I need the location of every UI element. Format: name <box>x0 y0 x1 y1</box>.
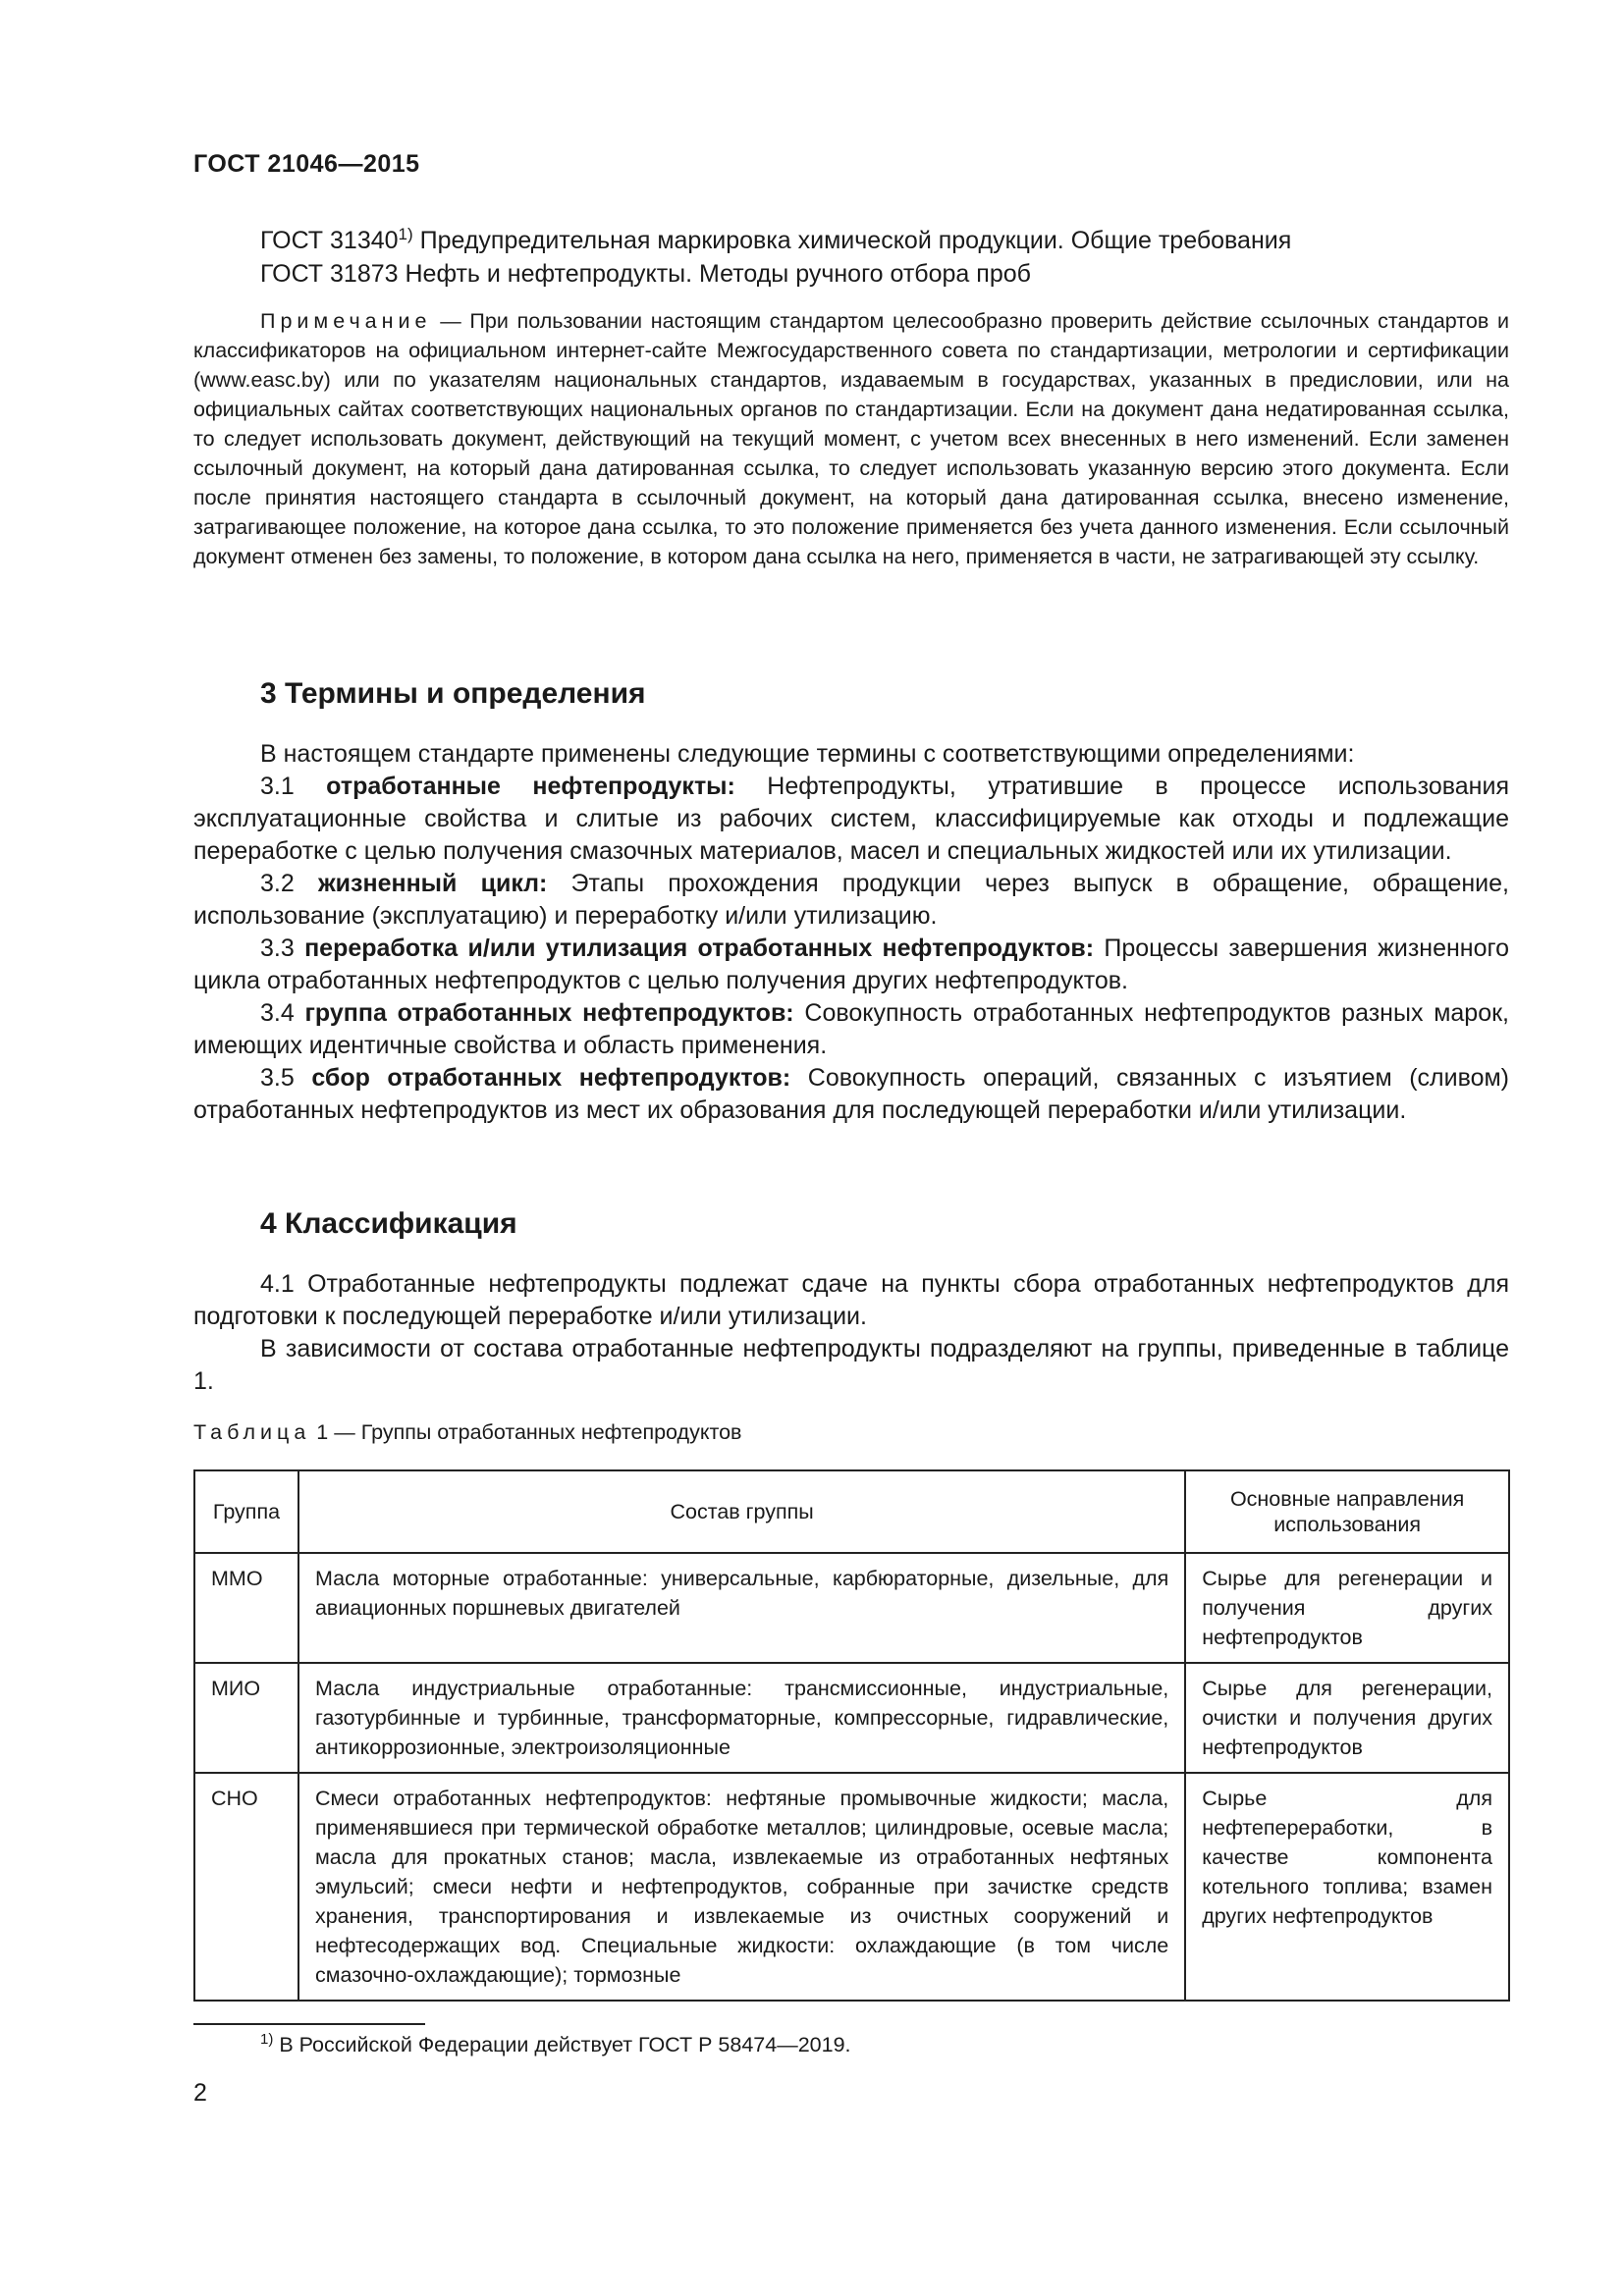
term-definition <box>193 771 1509 868</box>
table-caption-label: Таблица <box>193 1420 311 1444</box>
term-number: 3.2 <box>260 870 318 897</box>
section-3-title: 3 Термины и определения <box>260 677 646 710</box>
group-code: ММО <box>194 1553 298 1663</box>
group-usage: Сырье для регенерации и получения других нефтепродуктов <box>1185 1553 1509 1663</box>
term-name: группа отработанных нефтепродуктов: <box>304 999 794 1027</box>
table-row <box>194 1553 1509 1663</box>
term-name: переработка и/или утилизация отработанных нефтепродуктов: <box>304 934 1095 962</box>
term-name: сбор отработанных нефтепродуктов: <box>311 1064 791 1092</box>
group-composition: Масла моторные отработанные: универсальные, карбюраторные, дизельные, для авиационных поршневых двигателей <box>298 1553 1185 1663</box>
term-text: Нефтепродукты, утратившие в процессе использования эксплуатационные свойства и слитые из рабочих систем, классифицируемые как отходы и подлежащие переработке с целью получения смазочных материалов, масел и специальных жидкостей или их утилизации. <box>193 773 1509 865</box>
footnote-marker: 1) <box>260 2031 274 2048</box>
term-definition <box>193 997 1509 1062</box>
header-group: Группа <box>194 1470 298 1553</box>
term-number: 3.5 <box>260 1064 312 1092</box>
section-3-body <box>193 738 1509 1127</box>
term-number: 3.3 <box>260 934 305 962</box>
footnote-text: В Российской Федерации действует ГОСТ Р 58474—2019. <box>273 2033 851 2056</box>
document-header: ГОСТ 21046—2015 <box>193 150 420 178</box>
group-code: СНО <box>194 1773 298 2001</box>
reference-code: ГОСТ 31873 <box>260 260 399 288</box>
groups-table <box>193 1469 1510 2002</box>
reference-code: ГОСТ 31340 <box>260 227 399 254</box>
note-paragraph <box>193 306 1509 571</box>
term-name: отработанные нефтепродукты: <box>326 773 735 800</box>
group-usage: Сырье для регенерации, очистки и получения других нефтепродуктов <box>1185 1663 1509 1773</box>
note-label: Примечание <box>260 309 432 333</box>
group-code: МИО <box>194 1663 298 1773</box>
reference-line <box>193 257 1509 291</box>
term-text: Этапы прохождения продукции через выпуск в обращение, обращение, использование (эксплуатацию) и переработку и/или утилизацию. <box>193 870 1509 930</box>
footnote <box>260 2033 851 2057</box>
group-composition: Смеси отработанных нефтепродуктов: нефтяные промывочные жидкости; масла, применявшиеся при термической обработке металлов; цилиндровые, осевые масла; масла для прокатных станов; масла, извлекаемые из отработанных нефтяных эмульсий; смеси нефти и нефтепродуктов, собранные при зачистке средств хранения, транспортирования и извлекаемые из очистных сооружений и нефтесодержащих вод. Специальные жидкости: охлаждающие (в том числе смазочно-охлаждающие); тормозные <box>298 1773 1185 2001</box>
term-name: жизненный цикл: <box>317 870 548 897</box>
footnote-divider <box>193 2023 425 2025</box>
group-usage: Сырье для нефтепереработки, в качестве компонента котельного топлива; взамен других нефтепродуктов <box>1185 1773 1509 2001</box>
table-header-row <box>194 1470 1509 1553</box>
page-number: 2 <box>193 2079 207 2107</box>
term-text: Процессы завершения жизненного цикла отработанных нефтепродуктов с целью получения других нефтепродуктов. <box>193 934 1509 994</box>
table-caption-text: 1 — Группы отработанных нефтепродуктов <box>310 1420 742 1444</box>
term-definition <box>193 1062 1509 1127</box>
term-text: Совокупность отработанных нефтепродуктов разных марок, имеющих идентичные свойства и область применения. <box>193 999 1509 1059</box>
table-row <box>194 1663 1509 1773</box>
normative-references <box>193 224 1509 291</box>
term-text: Совокупность операций, связанных с изъятием (сливом) отработанных нефтепродуктов из мест их образования для последующей переработки и/или утилизации. <box>193 1064 1510 1124</box>
header-usage: Основные направления использования <box>1185 1470 1509 1553</box>
term-number: 3.1 <box>260 773 327 800</box>
term-definition <box>193 933 1509 997</box>
section-4-body <box>193 1268 1509 1398</box>
group-composition: Масла индустриальные отработанные: трансмиссионные, индустриальные, газотурбинные и турбинные, трансформаторные, компрессорные, гидравлические, антикоррозионные, электроизоляционные <box>298 1663 1185 1773</box>
note-block <box>193 306 1509 571</box>
header-composition: Состав группы <box>298 1470 1185 1553</box>
term-number: 3.4 <box>260 999 305 1027</box>
table-row <box>194 1773 1509 2001</box>
table-caption <box>193 1420 741 1445</box>
section-3-intro: В настоящем стандарте применены следующие термины с соответствующими определениями: <box>260 740 1355 768</box>
reference-line <box>193 224 1509 257</box>
reference-title: Нефть и нефтепродукты. Методы ручного отбора проб <box>398 260 1031 288</box>
footnote-marker: 1) <box>398 225 413 243</box>
section-4-paragraph: В зависимости от состава отработанные нефтепродукты подразделяют на группы, приведенные в таблице 1. <box>193 1335 1509 1395</box>
note-text: — При пользовании настоящим стандартом целесообразно проверить действие ссылочных стандартов и классификаторов на официальном интернет-сайте Межгосударственного совета по стандартизации, метрологии и сертификации (www.easc.by) или по указателям национальных стандартов, издаваемым в государствах, указанных в предисловии, или на официальных сайтах соответствующих национальных органов по стандартизации. Если на документ дана недатированная ссылка, то следует использовать документ, действующий на текущий момент, с учетом всех внесенных в него изменений. Если заменен ссылочный документ, на который дана датированная ссылка, то следует использовать указанную версию этого документа. Если после принятия настоящего стандарта в ссылочный документ, на который дана датированная ссылка, внесено изменение, затрагивающее положение, на которое дана ссылка, то это положение применяется без учета данного изменения. Если ссылочный документ отменен без замены, то положение, в котором дана ссылка на него, применяется в части, не затрагивающей эту ссылку. <box>193 309 1509 568</box>
reference-title: Предупредительная маркировка химической продукции. Общие требования <box>412 227 1292 254</box>
section-4-title: 4 Классификация <box>260 1207 517 1240</box>
section-4-paragraph: 4.1 Отработанные нефтепродукты подлежат сдаче на пункты сбора отработанных нефтепродуктов для подготовки к последующей переработке и/или утилизации. <box>193 1270 1509 1330</box>
term-definition <box>193 868 1509 933</box>
